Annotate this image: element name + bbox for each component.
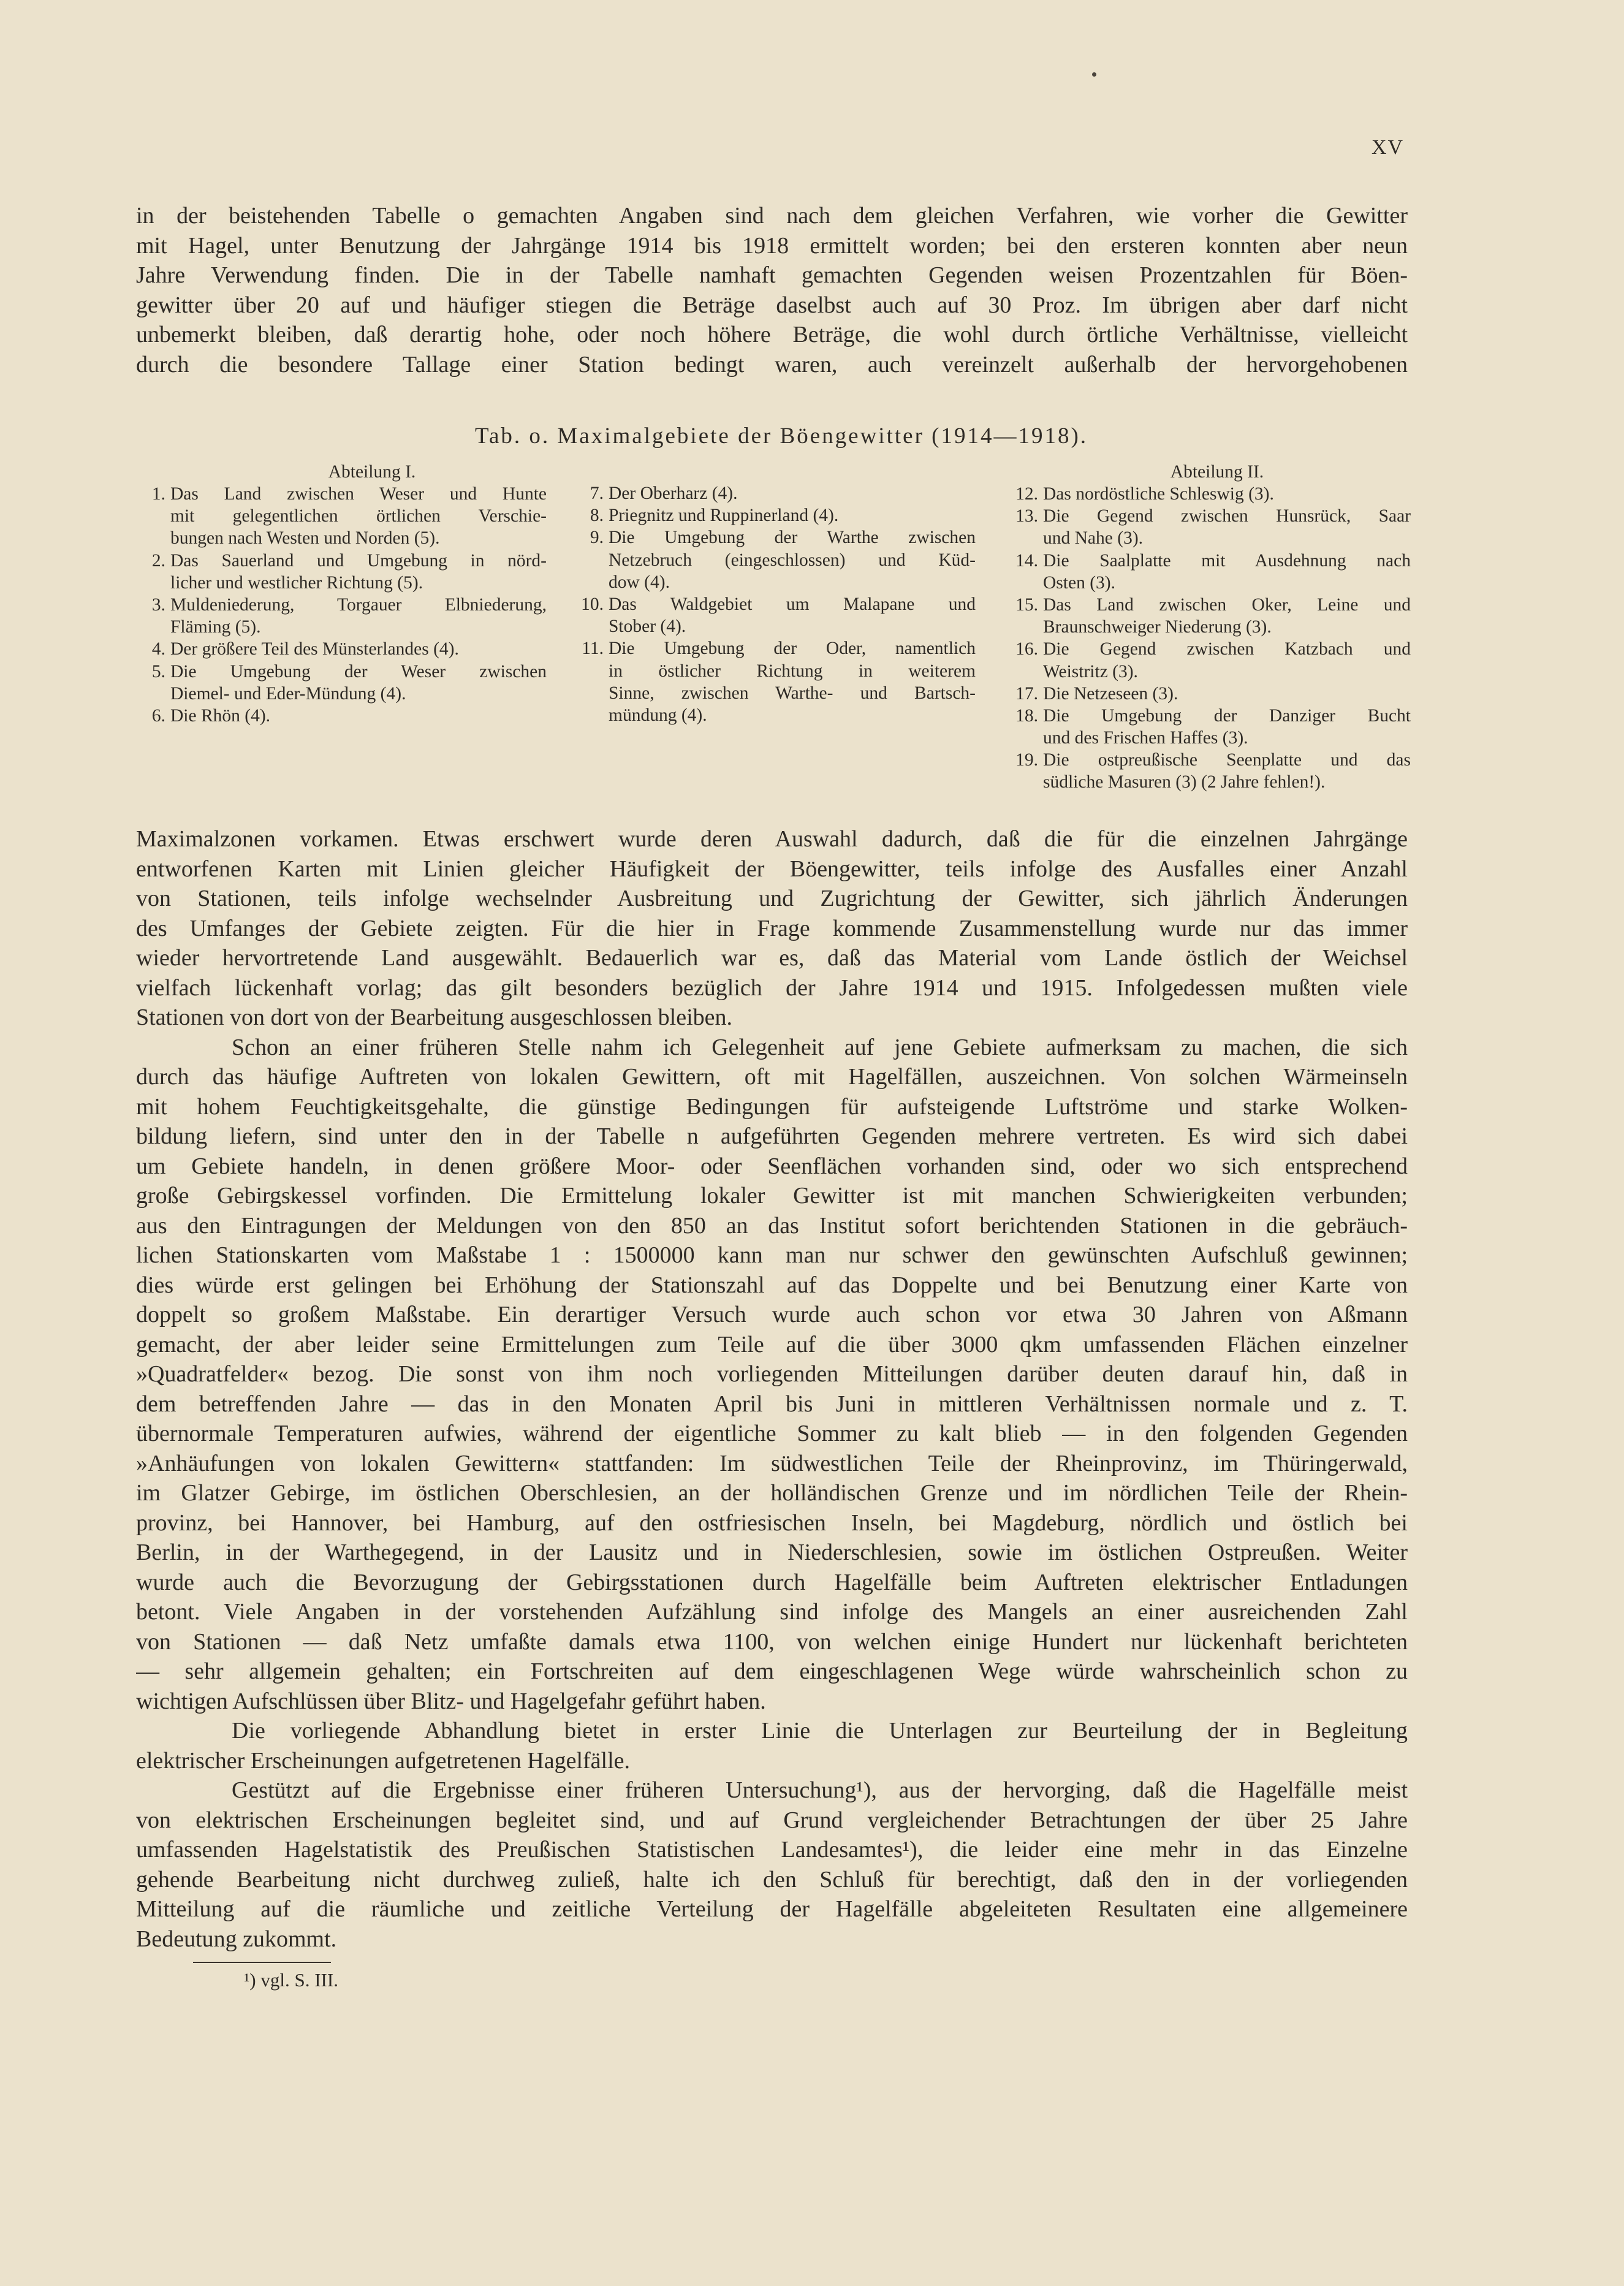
entry-text	[170, 550, 547, 594]
table-entry	[142, 594, 547, 638]
table-entry	[142, 705, 547, 727]
table-entry	[580, 526, 976, 593]
entry-line: Weistritz (3).	[1043, 661, 1138, 682]
entry-line: Sinne, zwischen Warthe- und Bartsch-	[609, 683, 976, 703]
entry-number: 9.	[590, 528, 604, 548]
entry-number: 10.	[581, 594, 604, 614]
entry-line: und des Frischen Haffes (3).	[1043, 728, 1248, 748]
table-entry	[1005, 505, 1411, 549]
entry-number: 16.	[1015, 639, 1038, 659]
table-entry	[142, 483, 547, 550]
entry-number: 7.	[590, 484, 604, 503]
text-line: Jahre Verwendung finden. Die in der Tabelle namhaft gemachten Gegenden weisen Prozentzahlen für Böen-	[136, 262, 1408, 289]
text-line: des Umfanges der Gebiete zeigten. Für die hier in Frage kommende Zusammenstellung wurde nur das immer	[136, 915, 1408, 941]
entry-number: 8.	[590, 506, 604, 526]
entry-text	[170, 483, 547, 550]
entry-line: Netzebruch (eingeschlossen) und Küd-	[609, 550, 976, 570]
entry-line: Osten (3).	[1043, 572, 1115, 593]
text-line: Maximalzonen vorkamen. Etwas erschwert wurde deren Auswahl dadurch, daß die für die einzelnen Jahrgänge	[136, 826, 1408, 852]
text-line: gemacht, der aber leider seine Ermittelungen zum Teile auf die über 3000 qkm umfassenden Flächen einzelner	[136, 1331, 1408, 1358]
entry-line: Das Waldgebiet um Malapane und	[609, 594, 976, 614]
text-line: von elektrischen Erscheinungen begleitet sind, und auf Grund vergleichender Betrachtungen der über 25 Jahre	[136, 1807, 1408, 1833]
table-entry	[142, 550, 547, 594]
text-line: wurde auch die Bevorzugung der Gebirgsstationen durch Hagelfälle beim Auftreten elektrischer Entladungen	[136, 1569, 1408, 1595]
entry-line: Priegnitz und Ruppinerland (4).	[609, 506, 839, 526]
table-entry	[1005, 550, 1411, 594]
footnote-rule	[193, 1962, 331, 1963]
text-line: lichen Stationskarten vom Maßstabe 1 : 1500000 kann man nur schwer den gewünschten Aufschluß gewinnen;	[136, 1242, 1408, 1268]
text-line: Berlin, in der Warthegegend, in der Lausitz und in Niederschlesien, sowie im östlichen Ostpreußen. Weiter	[136, 1540, 1408, 1565]
text-line: betont. Viele Angaben in der vorstehenden Aufzählung sind infolge des Mangels an einer ausreichenden Zahl	[136, 1599, 1408, 1625]
entry-text	[609, 482, 976, 504]
entry-text	[1043, 705, 1411, 749]
entry-line: Fläming (5).	[170, 617, 261, 637]
entry-number: 13.	[1015, 506, 1038, 526]
entry-line: Die Gegend zwischen Katzbach und	[1043, 639, 1411, 659]
entry-line: Die Umgebung der Warthe zwischen	[609, 528, 976, 548]
entry-text	[1043, 683, 1411, 705]
entry-text	[1043, 550, 1411, 594]
entry-number: 15.	[1015, 594, 1038, 615]
entry-text	[170, 661, 547, 705]
entry-line: dow (4).	[609, 572, 670, 592]
table-column-2	[580, 482, 976, 726]
entry-number: 14.	[1015, 550, 1038, 571]
entry-text	[609, 504, 976, 526]
table-entry	[1005, 749, 1411, 793]
table-column-3	[1005, 461, 1411, 794]
entry-number: 17.	[1015, 683, 1038, 704]
text-line: wichtigen Aufschlüssen über Blitz- und Hagelgefahr geführt haben.	[136, 1688, 766, 1714]
entry-text	[1043, 505, 1411, 549]
footnote: ¹) vgl. S. III.	[244, 1969, 338, 1991]
entry-line: Die Netzeseen (3).	[1043, 683, 1178, 704]
entry-text	[1043, 638, 1411, 682]
entry-line: und Nahe (3).	[1043, 528, 1144, 549]
page-number: XV	[1372, 136, 1405, 159]
table-entry	[580, 637, 976, 726]
table-entry	[580, 593, 976, 637]
text-line: bildung liefern, sind unter den in der Tabelle n aufgeführten Gegenden mehrere vertreten. Es wird sich dabei	[136, 1123, 1408, 1149]
entry-line: bungen nach Westen und Norden (5).	[170, 528, 440, 549]
text-line: wieder hervortretende Land ausgewählt. Bedauerlich war es, daß das Material vom Lande östlich der Weichsel	[136, 945, 1408, 971]
section-heading-abteilung-1: Abteilung I.	[328, 462, 416, 482]
entry-text	[609, 593, 976, 637]
text-line: umfassenden Hagelstatistik des Preußischen Statistischen Landesamtes¹), die leider eine mehr in das Einzelne	[136, 1837, 1408, 1863]
table-entry	[142, 661, 547, 705]
entry-number: 19.	[1015, 750, 1038, 770]
text-line: gehende Bearbeitung nicht durchweg zuließ, halte ich den Schluß für berechtigt, daß den in der vorliegenden	[136, 1866, 1408, 1893]
entry-number: 12.	[1015, 484, 1038, 504]
entry-line: Diemel- und Eder-Mündung (4).	[170, 683, 406, 704]
text-line: übernormale Temperaturen aufwies, während der eigentliche Sommer zu kalt blieb — in den folgenden Gegenden	[136, 1421, 1408, 1446]
text-line: in der beistehenden Tabelle o gemachten Angaben sind nach dem gleichen Verfahren, wie vorher die Gewitter	[136, 203, 1408, 229]
text-line: unbemerkt bleiben, daß derartig hohe, oder noch höhere Beträge, die wohl durch örtliche Verhältnisse, vielleicht	[136, 322, 1408, 348]
entry-text	[170, 594, 547, 638]
entry-number: 11.	[582, 639, 604, 659]
text-line: große Gebirgskessel vorfinden. Die Ermittelung lokaler Gewitter ist mit manchen Schwierigkeiten verbunden;	[136, 1183, 1408, 1209]
entry-line: Die Rhön (4).	[170, 705, 271, 726]
entry-line: Die ostpreußische Seenplatte und das	[1043, 750, 1411, 770]
text-line: um Gebiete handeln, in denen größere Moor- oder Seenflächen vorhanden sind, oder wo sich entsprechend	[136, 1153, 1408, 1179]
text-line: Stationen von dort von der Bearbeitung ausgeschlossen bleiben.	[136, 1004, 733, 1030]
entry-text	[1043, 594, 1411, 638]
entry-line: Das Land zwischen Weser und Hunte	[170, 484, 547, 504]
entry-text	[609, 526, 976, 593]
text-line: mit Hagel, unter Benutzung der Jahrgänge 1914 bis 1918 ermittelt worden; bei den ersteren konnten aber neun	[136, 232, 1408, 259]
intro-paragraph	[136, 201, 1408, 380]
text-line: dies würde erst gelingen bei Erhöhung der Stationszahl auf das Doppelte und bei Benutzung einer Karte von	[136, 1272, 1408, 1298]
text-line: Gestützt auf die Ergebnisse einer früheren Untersuchung¹), aus der hervorging, daß die Hagelfälle meist	[232, 1777, 1408, 1803]
text-line: durch die besondere Tallage einer Station bedingt waren, auch vereinzelt außerhalb der hervorgehobenen	[136, 351, 1408, 378]
text-line: »Quadratfelder« bezog. Die sonst von ihm noch vorliegenden Mitteilungen darüber deuten darauf hin, daß in	[136, 1361, 1408, 1387]
text-line: Die vorliegende Abhandlung bietet in erster Linie die Unterlagen zur Beurteilung der in Begleitung	[232, 1718, 1408, 1744]
paper-speck	[1092, 72, 1096, 77]
text-line: Bedeutung zukommt.	[136, 1926, 337, 1952]
entry-line: licher und westlicher Richtung (5).	[170, 572, 423, 593]
entry-number: 5.	[151, 661, 165, 682]
entry-number: 18.	[1015, 705, 1038, 726]
entry-line: Die Umgebung der Weser zwischen	[170, 661, 547, 682]
body-text	[136, 824, 1408, 1954]
table-entry	[1005, 483, 1411, 505]
entry-line: Das Land zwischen Oker, Leine und	[1043, 594, 1411, 615]
text-line: gewitter über 20 auf und häufiger stiegen die Beträge daselbst auch auf 30 Proz. Im übrigen aber darf nicht	[136, 292, 1408, 318]
entry-line: Das Sauerland und Umgebung in nörd-	[170, 550, 547, 571]
section-heading-abteilung-2: Abteilung II.	[1170, 462, 1264, 482]
entry-line: in östlicher Richtung in weiterem	[609, 661, 976, 681]
entry-text	[1043, 749, 1411, 793]
entry-number: 4.	[151, 639, 165, 659]
entry-text	[170, 638, 547, 660]
text-line: elektrischer Erscheinungen aufgetretenen Hagelfälle.	[136, 1747, 631, 1774]
entry-line: Braunschweiger Niederung (3).	[1043, 617, 1272, 637]
text-line: durch das häufige Auftreten von lokalen Gewittern, oft mit Hagelfällen, auszeichnen. Von solchen Wärmeinseln	[136, 1064, 1408, 1090]
table-title: Tab. o. Maximalgebiete der Böengewitter (1914—1918).	[474, 423, 1088, 449]
entry-line: Die Umgebung der Danziger Bucht	[1043, 705, 1411, 726]
entry-number: 3.	[151, 594, 165, 615]
text-line: aus den Eintragungen der Meldungen von den 850 an das Institut sofort berichtenden Stationen in die gebräuch-	[136, 1212, 1408, 1239]
entry-text	[1043, 483, 1411, 505]
entry-line: Stober (4).	[609, 617, 686, 637]
entry-line: Das nordöstliche Schleswig (3).	[1043, 484, 1274, 504]
entry-text	[170, 705, 547, 727]
text-line: provinz, bei Hannover, bei Hamburg, auf den ostfriesischen Inseln, bei Magdeburg, nördlich und östlich bei	[136, 1509, 1408, 1536]
entry-number: 1.	[151, 484, 165, 504]
entry-line: Der größere Teil des Münsterlandes (4).	[170, 639, 459, 659]
table-column-1	[142, 461, 547, 727]
entry-line: südliche Masuren (3) (2 Jahre fehlen!).	[1043, 772, 1326, 792]
table-entry	[1005, 594, 1411, 638]
text-line: Mitteilung auf die räumliche und zeitliche Verteilung der Hagelfälle abgeleiteten Resultaten eine allgemeinere	[136, 1896, 1408, 1922]
text-line: im Glatzer Gebirge, im östlichen Oberschlesien, an der holländischen Grenze und im nördlichen Teile der Rhein-	[136, 1480, 1408, 1506]
entry-line: Der Oberharz (4).	[609, 484, 738, 503]
text-line: doppelt so großem Maßstabe. Ein derartiger Versuch wurde auch schon vor etwa 30 Jahren von Aßmann	[136, 1302, 1408, 1327]
entry-line: mündung (4).	[609, 705, 707, 725]
text-line: — sehr allgemein gehalten; ein Fortschreiten auf dem eingeschlagenen Wege würde wahrscheinlich schon zu	[136, 1658, 1408, 1684]
table-entry	[580, 504, 976, 526]
entry-line: Die Umgebung der Oder, namentlich	[609, 639, 976, 659]
table-entry	[1005, 705, 1411, 749]
table-entry	[580, 482, 976, 504]
text-line: von Stationen, teils infolge wechselnder Ausbreitung und Zugrichtung der Gewitter, sich jährlich Änderungen	[136, 886, 1408, 911]
text-line: von Stationen — daß Netz umfaßte damals etwa 1100, von welchen einige Hundert nur lückenhaft berichteten	[136, 1628, 1408, 1655]
text-line: dem betreffenden Jahre — das in den Monaten April bis Juni in mittleren Verhältnissen normale und z. T.	[136, 1391, 1408, 1417]
table-entry	[1005, 683, 1411, 705]
entry-number: 2.	[151, 550, 165, 571]
text-line: mit hohem Feuchtigkeitsgehalte, die günstige Bedingungen für aufsteigende Luftströme und starke Wolken-	[136, 1093, 1408, 1120]
entry-line: Muldeniederung, Torgauer Elbniederung,	[170, 594, 547, 615]
text-line: entworfenen Karten mit Linien gleicher Häufigkeit der Böengewitter, teils infolge des Ausfalles einer Anzahl	[136, 856, 1408, 882]
entry-number: 6.	[151, 705, 165, 726]
entry-text	[609, 637, 976, 726]
entry-line: mit gelegentlichen örtlichen Verschie-	[170, 506, 547, 526]
text-line: vielfach lückenhaft vorlag; das gilt besonders bezüglich der Jahre 1914 und 1915. Infolgedessen mußten viele	[136, 974, 1408, 1001]
entry-line: Die Saalplatte mit Ausdehnung nach	[1043, 550, 1411, 571]
table-entry	[142, 638, 547, 660]
table-entry	[1005, 638, 1411, 682]
text-line: Schon an einer früheren Stelle nahm ich Gelegenheit auf jene Gebiete aufmerksam zu machen, die sich	[232, 1034, 1408, 1060]
entry-line: Die Gegend zwischen Hunsrück, Saar	[1043, 506, 1411, 526]
text-line: »Anhäufungen von lokalen Gewittern« stattfanden: Im südwestlichen Teile der Rheinprovinz, im Thüringerwald,	[136, 1450, 1408, 1476]
